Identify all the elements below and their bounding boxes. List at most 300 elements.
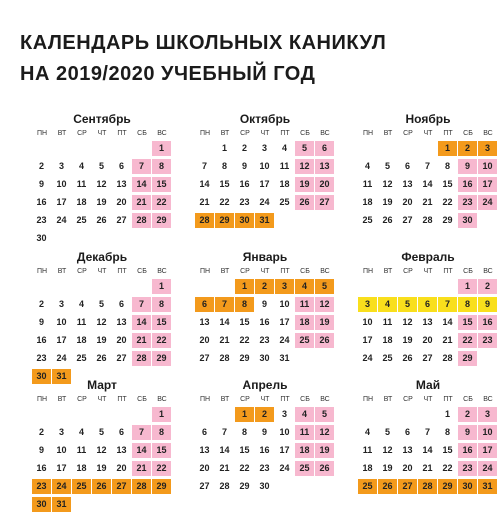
day-cell: 29 — [215, 213, 234, 228]
day-cell: 5 — [384, 427, 390, 437]
day-cell: 9 — [38, 317, 44, 327]
weekday-label: ПТ — [280, 396, 290, 403]
day-cell: 18 — [382, 335, 393, 345]
day-cell: 5 — [98, 427, 104, 437]
day-cell: 6 — [195, 297, 214, 312]
weekday-header — [32, 268, 182, 279]
month-calendar — [358, 112, 500, 225]
day-cell: 27 — [402, 215, 413, 225]
day-cell: 3 — [478, 407, 497, 422]
day-cell: 24 — [279, 463, 290, 473]
day-cell: 27 — [199, 481, 210, 491]
day-cell: 22 — [458, 333, 477, 348]
day-cell: 25 — [72, 479, 91, 494]
day-cell: 25 — [76, 353, 87, 363]
day-cell: 9 — [458, 159, 477, 174]
day-cell: 23 — [458, 461, 477, 476]
day-cell: 2 — [255, 407, 274, 422]
day-cell: 22 — [152, 461, 171, 476]
day-cell: 12 — [402, 317, 413, 327]
weekday-label: ЧТ — [260, 268, 270, 275]
weekday-label: ЧТ — [97, 396, 107, 403]
day-cell: 20 — [422, 335, 433, 345]
day-cell: 29 — [152, 213, 171, 228]
weekday-label: ПН — [362, 396, 374, 403]
day-cell: 28 — [132, 213, 151, 228]
weekday-label: СР — [240, 268, 250, 275]
title-line-1: КАЛЕНДАРЬ ШКОЛЬНЫХ КАНИКУЛ — [20, 32, 387, 54]
day-cell: 7 — [132, 159, 151, 174]
title-line-2: НА 2019/2020 УЧЕБНЫЙ ГОД — [20, 63, 316, 85]
day-cell: 1 — [444, 409, 450, 419]
day-cell: 24 — [52, 479, 71, 494]
day-cell: 24 — [56, 353, 67, 363]
day-cell: 30 — [259, 353, 270, 363]
day-cell: 6 — [201, 427, 207, 437]
day-cell: 15 — [152, 315, 171, 330]
day-cell: 31 — [52, 497, 71, 512]
day-cell: 24 — [56, 215, 67, 225]
day-cell: 30 — [259, 481, 270, 491]
day-cell: 25 — [358, 479, 377, 494]
day-cell: 11 — [295, 297, 314, 312]
day-cell: 12 — [315, 425, 334, 440]
day-cell: 6 — [118, 427, 124, 437]
weekday-header — [358, 130, 500, 141]
day-cell: 30 — [458, 213, 477, 228]
weekday-label: СР — [240, 130, 250, 137]
day-cell: 10 — [56, 445, 67, 455]
day-cell: 10 — [56, 317, 67, 327]
day-cell: 15 — [239, 317, 250, 327]
day-cell: 11 — [76, 179, 87, 189]
day-cell: 4 — [295, 407, 314, 422]
weekday-label: ЧТ — [423, 396, 433, 403]
day-cell: 13 — [116, 317, 127, 327]
day-cell: 11 — [362, 445, 373, 455]
weekday-label: СБ — [300, 130, 310, 137]
day-cell: 4 — [378, 297, 397, 312]
day-cell: 26 — [315, 461, 334, 476]
weekday-label: ВС — [157, 130, 167, 137]
month-name: Сентябрь — [73, 112, 131, 126]
day-cell: 1 — [152, 407, 171, 422]
day-cell: 28 — [132, 351, 151, 366]
day-cell: 15 — [219, 179, 230, 189]
day-cell: 14 — [219, 445, 230, 455]
day-cell: 12 — [96, 179, 107, 189]
day-cell: 4 — [364, 427, 370, 437]
day-cell: 4 — [78, 299, 84, 309]
month-calendar — [195, 112, 345, 225]
day-cell: 2 — [38, 161, 44, 171]
weekday-label: ПТ — [280, 130, 290, 137]
day-cell: 7 — [132, 425, 151, 440]
day-cell: 7 — [221, 427, 227, 437]
day-cell: 23 — [458, 195, 477, 210]
day-cell: 13 — [422, 317, 433, 327]
day-cell: 9 — [478, 297, 497, 312]
day-cell: 22 — [152, 333, 171, 348]
day-cell: 8 — [458, 297, 477, 312]
month-calendar — [32, 112, 182, 243]
day-cell: 28 — [219, 353, 230, 363]
day-cell: 1 — [235, 407, 254, 422]
day-cell: 15 — [152, 443, 171, 458]
weekday-header — [195, 396, 345, 407]
day-cell: 25 — [279, 197, 290, 207]
day-cell: 7 — [132, 297, 151, 312]
day-cell: 19 — [96, 463, 107, 473]
day-cell: 5 — [295, 141, 314, 156]
day-cell: 17 — [478, 443, 497, 458]
day-cell: 20 — [116, 197, 127, 207]
day-cell: 2 — [458, 141, 477, 156]
day-cell: 24 — [259, 197, 270, 207]
day-cell: 18 — [295, 443, 314, 458]
day-cell: 21 — [422, 197, 433, 207]
day-cell: 25 — [382, 353, 393, 363]
day-cell: 30 — [32, 497, 51, 512]
weekday-label: ПТ — [443, 396, 453, 403]
day-cell: 14 — [422, 179, 433, 189]
day-cell: 13 — [199, 445, 210, 455]
day-cell: 16 — [458, 177, 477, 192]
day-cell: 12 — [295, 159, 314, 174]
day-cell: 12 — [382, 179, 393, 189]
day-cell: 1 — [458, 279, 477, 294]
day-cell: 22 — [219, 197, 230, 207]
day-cell: 14 — [132, 315, 151, 330]
day-cell: 6 — [118, 299, 124, 309]
day-cell: 10 — [362, 317, 373, 327]
day-cell: 28 — [418, 479, 437, 494]
weekday-label: ЧТ — [97, 268, 107, 275]
day-cell: 17 — [56, 463, 67, 473]
weekday-label: ВТ — [220, 396, 230, 403]
day-cell: 21 — [219, 335, 230, 345]
day-cell: 11 — [382, 317, 393, 327]
day-cell: 3 — [58, 299, 64, 309]
day-cell: 26 — [378, 479, 397, 494]
month-calendar — [32, 250, 182, 381]
day-cell: 15 — [442, 179, 453, 189]
day-cell: 3 — [58, 427, 64, 437]
weekday-label: СБ — [463, 268, 473, 275]
month-name: Февраль — [401, 250, 455, 264]
day-cell: 24 — [478, 195, 497, 210]
day-cell: 1 — [438, 141, 457, 156]
day-cell: 28 — [422, 215, 433, 225]
day-cell: 17 — [259, 179, 270, 189]
day-cell: 16 — [458, 443, 477, 458]
weekday-label: СР — [77, 396, 87, 403]
day-cell: 19 — [315, 443, 334, 458]
day-cell: 2 — [255, 279, 274, 294]
day-cell: 27 — [422, 353, 433, 363]
weekday-header — [195, 268, 345, 279]
day-cell: 4 — [295, 279, 314, 294]
weekday-label: СР — [403, 130, 413, 137]
day-cell: 8 — [221, 161, 227, 171]
weekday-label: ВТ — [220, 268, 230, 275]
month-calendar — [358, 250, 500, 363]
day-cell: 21 — [132, 195, 151, 210]
day-cell: 9 — [261, 299, 267, 309]
day-cell: 1 — [221, 143, 227, 153]
day-cell: 29 — [152, 351, 171, 366]
day-cell: 13 — [116, 179, 127, 189]
day-cell: 25 — [295, 333, 314, 348]
day-cell: 28 — [442, 353, 453, 363]
day-cell: 13 — [315, 159, 334, 174]
day-cell: 12 — [96, 317, 107, 327]
day-cell: 7 — [424, 161, 430, 171]
day-cell: 16 — [259, 445, 270, 455]
day-cell: 31 — [279, 353, 290, 363]
day-cell: 10 — [279, 299, 290, 309]
day-cell: 12 — [382, 445, 393, 455]
day-cell: 26 — [96, 353, 107, 363]
month-name: Январь — [242, 250, 288, 264]
weekday-label: ВТ — [57, 130, 67, 137]
day-cell: 10 — [478, 425, 497, 440]
day-cell: 20 — [315, 177, 334, 192]
day-cell: 29 — [152, 479, 171, 494]
day-cell: 9 — [38, 445, 44, 455]
weekday-label: ПН — [362, 268, 374, 275]
day-cell: 20 — [199, 463, 210, 473]
day-cell: 2 — [38, 299, 44, 309]
day-cell: 27 — [398, 479, 417, 494]
day-cell: 14 — [442, 317, 453, 327]
day-cell: 28 — [195, 213, 214, 228]
day-cell: 8 — [235, 297, 254, 312]
weekday-label: ПН — [199, 268, 211, 275]
weekday-label: ЧТ — [97, 130, 107, 137]
weekday-header — [358, 396, 500, 407]
day-cell: 21 — [132, 461, 151, 476]
month-name: Март — [87, 378, 117, 392]
day-cell: 5 — [98, 299, 104, 309]
day-cell: 16 — [36, 197, 47, 207]
day-cell: 3 — [478, 141, 497, 156]
weekday-label: ВТ — [383, 396, 393, 403]
weekday-label: СБ — [137, 268, 147, 275]
day-cell: 26 — [315, 333, 334, 348]
day-cell: 2 — [38, 427, 44, 437]
day-cell: 4 — [78, 161, 84, 171]
weekday-header — [32, 130, 182, 141]
weekday-label: ВТ — [383, 268, 393, 275]
day-cell: 21 — [219, 463, 230, 473]
day-cell: 23 — [478, 333, 497, 348]
day-cell: 28 — [132, 479, 151, 494]
day-cell: 14 — [199, 179, 210, 189]
day-cell: 4 — [364, 161, 370, 171]
weekday-label: ВС — [483, 396, 493, 403]
day-cell: 19 — [96, 197, 107, 207]
day-cell: 17 — [279, 445, 290, 455]
weekday-label: СР — [240, 396, 250, 403]
day-cell: 17 — [56, 335, 67, 345]
day-cell: 13 — [199, 317, 210, 327]
day-cell: 5 — [315, 279, 334, 294]
day-cell: 12 — [96, 445, 107, 455]
day-cell: 9 — [261, 427, 267, 437]
weekday-label: ПТ — [117, 396, 127, 403]
day-cell: 24 — [362, 353, 373, 363]
month-name: Апрель — [242, 378, 288, 392]
day-cell: 29 — [438, 479, 457, 494]
weekday-label: ПН — [36, 130, 48, 137]
day-cell: 20 — [199, 335, 210, 345]
day-cell: 13 — [116, 445, 127, 455]
weekday-label: ПТ — [280, 268, 290, 275]
day-cell: 13 — [402, 445, 413, 455]
day-cell: 25 — [295, 461, 314, 476]
day-cell: 11 — [279, 161, 290, 171]
weekday-label: СР — [77, 130, 87, 137]
weekday-label: ПН — [36, 268, 48, 275]
day-cell: 20 — [116, 463, 127, 473]
day-cell: 27 — [315, 195, 334, 210]
day-cell: 6 — [404, 427, 410, 437]
day-cell: 22 — [152, 195, 171, 210]
weekday-label: ПН — [199, 396, 211, 403]
day-cell: 9 — [38, 179, 44, 189]
day-cell: 8 — [152, 159, 171, 174]
weekday-label: СБ — [300, 268, 310, 275]
day-cell: 16 — [36, 463, 47, 473]
day-cell: 19 — [402, 335, 413, 345]
day-cell: 22 — [239, 335, 250, 345]
day-cell: 15 — [239, 445, 250, 455]
day-cell: 16 — [259, 317, 270, 327]
day-cell: 26 — [402, 353, 413, 363]
day-cell: 26 — [96, 215, 107, 225]
day-cell: 29 — [442, 215, 453, 225]
day-cell: 26 — [295, 195, 314, 210]
day-cell: 1 — [152, 279, 171, 294]
day-cell: 29 — [458, 351, 477, 366]
day-cell: 17 — [478, 177, 497, 192]
weekday-label: СР — [77, 268, 87, 275]
weekday-label: ВТ — [220, 130, 230, 137]
day-cell: 23 — [239, 197, 250, 207]
weekday-label: СР — [403, 396, 413, 403]
day-cell: 27 — [112, 479, 131, 494]
weekday-label: ВТ — [383, 130, 393, 137]
day-cell: 27 — [116, 215, 127, 225]
day-cell: 21 — [422, 463, 433, 473]
day-cell: 10 — [279, 427, 290, 437]
day-cell: 23 — [259, 463, 270, 473]
day-cell: 7 — [201, 161, 207, 171]
day-cell: 22 — [239, 463, 250, 473]
day-cell: 3 — [358, 297, 377, 312]
day-cell: 27 — [199, 353, 210, 363]
day-cell: 5 — [98, 161, 104, 171]
day-cell: 19 — [315, 315, 334, 330]
day-cell: 14 — [422, 445, 433, 455]
day-cell: 20 — [116, 335, 127, 345]
weekday-label: ВТ — [57, 396, 67, 403]
weekday-label: ВС — [483, 130, 493, 137]
weekday-label: ПТ — [117, 130, 127, 137]
day-cell: 7 — [215, 297, 234, 312]
weekday-label: СБ — [137, 396, 147, 403]
weekday-label: ПТ — [117, 268, 127, 275]
day-cell: 21 — [442, 335, 453, 345]
day-cell: 17 — [56, 197, 67, 207]
day-cell: 18 — [76, 463, 87, 473]
day-cell: 14 — [132, 177, 151, 192]
weekday-label: ВС — [320, 130, 330, 137]
day-cell: 23 — [36, 353, 47, 363]
day-cell: 30 — [32, 369, 51, 384]
day-cell: 30 — [36, 233, 47, 243]
weekday-label: ВС — [320, 396, 330, 403]
day-cell: 19 — [382, 463, 393, 473]
day-cell: 8 — [444, 161, 450, 171]
day-cell: 26 — [382, 215, 393, 225]
weekday-label: ЧТ — [423, 130, 433, 137]
day-cell: 2 — [478, 279, 497, 294]
day-cell: 11 — [295, 425, 314, 440]
day-cell: 19 — [295, 177, 314, 192]
day-cell: 6 — [118, 161, 124, 171]
day-cell: 16 — [239, 179, 250, 189]
day-cell: 6 — [404, 161, 410, 171]
weekday-header — [32, 396, 182, 407]
weekday-label: ЧТ — [423, 268, 433, 275]
weekday-label: СБ — [300, 396, 310, 403]
weekday-label: ВС — [320, 268, 330, 275]
day-cell: 11 — [76, 445, 87, 455]
day-cell: 23 — [259, 335, 270, 345]
day-cell: 17 — [279, 317, 290, 327]
day-cell: 26 — [92, 479, 111, 494]
day-cell: 19 — [96, 335, 107, 345]
day-cell: 13 — [402, 179, 413, 189]
day-cell: 10 — [259, 161, 270, 171]
day-cell: 15 — [442, 445, 453, 455]
day-cell: 15 — [458, 315, 477, 330]
day-cell: 25 — [76, 215, 87, 225]
day-cell: 8 — [241, 427, 247, 437]
day-cell: 18 — [76, 197, 87, 207]
weekday-label: ВС — [483, 268, 493, 275]
day-cell: 18 — [279, 179, 290, 189]
weekday-label: СБ — [463, 396, 473, 403]
weekday-label: ПТ — [443, 130, 453, 137]
weekday-label: СБ — [463, 130, 473, 137]
day-cell: 4 — [78, 427, 84, 437]
weekday-label: СБ — [137, 130, 147, 137]
day-cell: 23 — [36, 215, 47, 225]
day-cell: 14 — [219, 317, 230, 327]
day-cell: 3 — [275, 279, 294, 294]
weekday-label: СР — [403, 268, 413, 275]
weekday-label: ПН — [36, 396, 48, 403]
day-cell: 22 — [442, 463, 453, 473]
month-calendar — [32, 378, 182, 509]
month-name: Декабрь — [76, 250, 128, 264]
month-calendar — [195, 250, 345, 363]
weekday-label: ЧТ — [260, 396, 270, 403]
day-cell: 29 — [239, 481, 250, 491]
